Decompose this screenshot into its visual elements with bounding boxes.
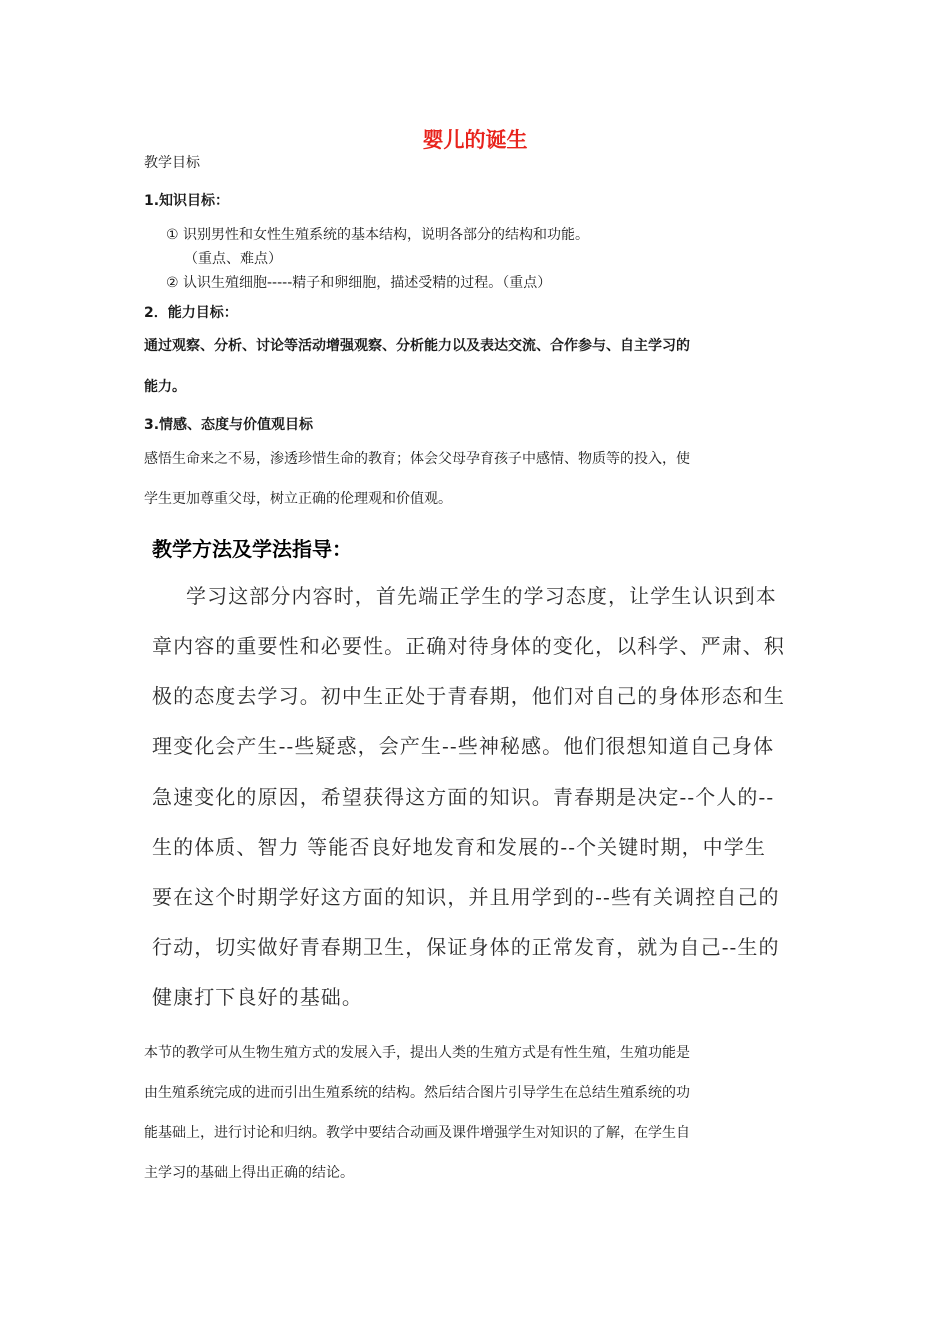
method-paragraph-line-3: 能基础上，进行讨论和归纳。教学中要结合动画及课件增强学生对知识的了解，在学生自 [144,1125,690,1141]
method-paragraph-line-1: 本节的教学可从生物生殖方式的发展入手，提出人类的生殖方式是有性生殖，生殖功能是 [144,1045,690,1061]
methods-heading: 教学方法及学法指导： [152,537,352,561]
scanned-paragraph-line-5: 急速变化的原因，希望获得这方面的知识。青春期是决定--个人的-- [152,785,775,809]
emotion-goal-line-1: 感悟生命来之不易，渗透珍惜生命的教育；体会父母孕育孩子中感情、物质等的投入，使 [144,451,690,467]
knowledge-goal-item-1-note: （重点、难点） [184,251,282,267]
scanned-paragraph-line-4: 理变化会产生--些疑惑，会产生--些神秘感。他们很想知道自己身体 [152,734,775,758]
scanned-paragraph-line-7: 要在这个时期学好这方面的知识，并且用学到的--些有关调控自己的 [152,885,780,909]
ability-goal-line-2: 能力。 [144,379,186,395]
scanned-paragraph-line-1: 学习这部分内容时，首先端正学生的学习态度，让学生认识到本 [186,584,777,608]
ability-goal-line-1: 通过观察、分析、讨论等活动增强观察、分析能力以及表达交流、合作参与、自主学习的 [144,338,690,354]
scanned-paragraph-line-8: 行动，切实做好青春期卫生，保证身体的正常发育，就为自己--生的 [152,935,780,959]
scanned-paragraph-line-9: 健康打下良好的基础。 [152,985,363,1009]
method-paragraph-line-4: 主学习的基础上得出正确的结论。 [144,1165,354,1181]
page-title: 婴儿的诞生 [422,128,528,152]
knowledge-goal-heading: 1.知识目标： [144,193,230,209]
emotion-goal-heading: 3.情感、态度与价值观目标 [144,417,314,433]
scanned-paragraph-line-2: 章内容的重要性和必要性。正确对待身体的变化，以科学、严肃、积 [152,634,785,658]
scanned-paragraph-line-3: 极的态度去学习。初中生正处于青春期，他们对自己的身体形态和生 [152,684,785,708]
ability-goal-heading: 2．能力目标： [144,305,238,321]
scanned-paragraph-line-6: 生的体质、智力 等能否良好地发育和发展的--个关键时期，中学生 [152,835,766,859]
knowledge-goal-item-2: ② 认识生殖细胞-----精子和卵细胞，描述受精的过程。（重点） [166,275,552,291]
teaching-goals-heading: 教学目标 [144,155,200,171]
emotion-goal-line-2: 学生更加尊重父母，树立正确的伦理观和价值观。 [144,491,452,507]
knowledge-goal-item-1: ① 识别男性和女性生殖系统的基本结构，说明各部分的结构和功能。 [166,227,589,243]
method-paragraph-line-2: 由生殖系统完成的进而引出生殖系统的结构。然后结合图片引导学生在总结生殖系统的功 [144,1085,690,1101]
